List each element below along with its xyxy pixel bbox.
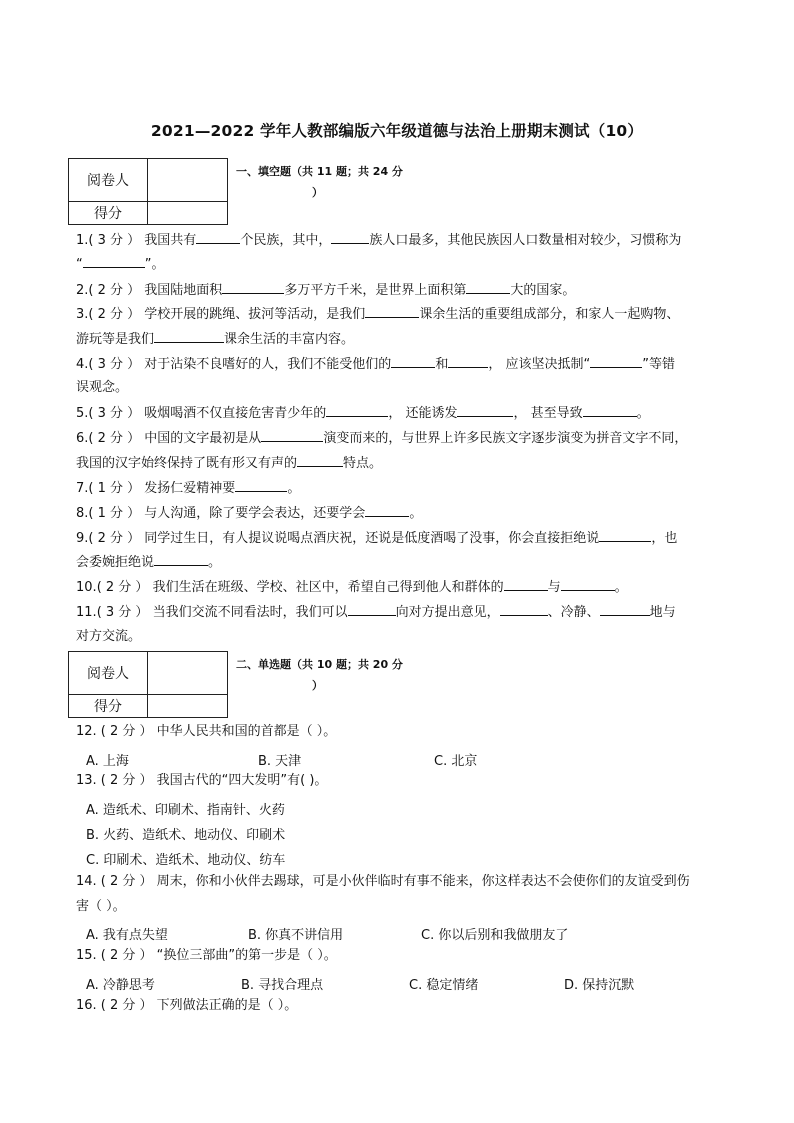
answer-blank: [261, 428, 323, 442]
score-label: 得分: [69, 202, 148, 225]
question-6: 6.( 2 分 ） 中国的文字最初是从 演变而来的，与世界上许多民族文字逐步演变为拼音文字不同，: [76, 428, 687, 449]
answer-blank: [154, 329, 224, 343]
question-2: 2.( 2 分 ） 我国陆地面积 多万平方千米，是世界上面积第 大的国家。: [76, 280, 575, 301]
reviewer-label: 阅卷人: [69, 159, 148, 202]
answer-blank: [583, 403, 637, 417]
answer-blank: [504, 577, 548, 591]
question-7: 7.( 1 分 ） 发扬仁爱精神要 。: [76, 478, 300, 499]
score-cell: [148, 695, 228, 718]
answer-blank: [365, 304, 419, 318]
question-10: 10.( 2 分 ） 我们生活在班级、学校、社区中，希望自己得到他人和群体的 与 。: [76, 577, 628, 598]
answer-blank: [391, 354, 435, 368]
option-c: C. 你以后别和我做朋友了: [421, 928, 569, 943]
question-16: 16. ( 2 分 ） 下列做法正确的是（ ）。: [76, 998, 298, 1013]
section-heading-fill: 一、填空题（共 11 题；共 24 分: [236, 165, 403, 178]
reviewer-cell: [148, 652, 228, 695]
question-4-cont: 误观念。: [76, 380, 129, 395]
answer-blank: [457, 403, 513, 417]
section-heading-choice-end: ）: [312, 679, 323, 692]
answer-blank: [448, 354, 488, 368]
question-3: 3.( 2 分 ） 学校开展的跳绳、拔河等活动，是我们 课余生活的重要组成部分，和家人一起购物、: [76, 304, 679, 325]
answer-blank: [600, 602, 650, 616]
reviewer-cell: [148, 159, 228, 202]
question-1: 1.( 3 分 ） 我国共有 个民族，其中， 族人口最多，其他民族因人口数量相对较少，习惯称为: [76, 230, 681, 251]
answer-blank: [196, 230, 240, 244]
score-cell: [148, 202, 228, 225]
option-b: B. 天津: [258, 754, 302, 769]
option-b: B. 火药、造纸术、地动仪、印刷术: [86, 828, 286, 843]
question-15: 15. ( 2 分 ） “换位三部曲”的第一步是（ ）。: [76, 948, 337, 963]
option-c: C. 稳定情绪: [409, 978, 479, 993]
question-3-cont: 游玩等是我们 课余生活的丰富内容。: [76, 329, 354, 350]
answer-blank: [365, 503, 409, 517]
question-8: 8.( 1 分 ） 与人沟通，除了要学会表达，还要学会 。: [76, 503, 422, 524]
section-heading-choice: 二、单选题（共 10 题；共 20 分: [236, 658, 403, 671]
section-heading-fill-end: ）: [312, 186, 323, 199]
question-5: 5.( 3 分 ） 吸烟喝酒不仅直接危害青少年的 ， 还能诱发 ， 甚至导致 。: [76, 403, 650, 424]
question-6-cont: 我国的汉字始终保持了既有形又有声的 特点。: [76, 453, 382, 474]
answer-blank: [331, 230, 369, 244]
answer-blank: [561, 577, 615, 591]
answer-blank: [83, 254, 145, 268]
question-12: 12. ( 2 分 ） 中华人民共和国的首都是（ ）。: [76, 724, 337, 739]
option-a: A. 冷静思考: [86, 978, 155, 993]
answer-blank: [326, 403, 388, 417]
option-a: A. 造纸术、印刷术、指南针、火药: [86, 803, 285, 818]
answer-blank: [222, 280, 284, 294]
answer-blank: [348, 602, 396, 616]
option-c: C. 北京: [434, 754, 478, 769]
answer-blank: [466, 280, 510, 294]
answer-blank: [590, 354, 642, 368]
answer-blank: [599, 528, 651, 542]
question-1-cont: “ ”。: [76, 254, 165, 275]
question-11: 11.( 3 分 ） 当我们交流不同看法时，我们可以 向对方提出意见， 、冷静、 地与: [76, 602, 676, 623]
question-11-cont: 对方交流。: [76, 629, 142, 644]
option-c: C. 印刷术、造纸术、地动仪、纺车: [86, 853, 286, 868]
score-label: 得分: [69, 695, 148, 718]
question-9: 9.( 2 分 ） 同学过生日，有人提议说喝点酒庆祝，还说是低度酒喝了没事，你会直接拒绝说 ，也: [76, 528, 677, 549]
answer-blank: [297, 453, 343, 467]
option-b: B. 寻找合理点: [241, 978, 324, 993]
question-14-cont: 害（ ）。: [76, 899, 126, 914]
score-box: [68, 158, 228, 225]
score-box: [68, 651, 228, 718]
question-13: 13. ( 2 分 ） 我国古代的“四大发明”有( )。: [76, 773, 328, 788]
answer-blank: [235, 478, 287, 492]
question-9-cont: 会委婉拒绝说 。: [76, 552, 221, 573]
answer-blank: [154, 552, 208, 566]
question-14: 14. ( 2 分 ） 周末，你和小伙伴去踢球，可是小伙伴临时有事不能来，你这样表达不会使你们的友谊受到伤: [76, 874, 690, 889]
option-a: A. 上海: [86, 754, 129, 769]
option-b: B. 你真不讲信用: [248, 928, 344, 943]
reviewer-label: 阅卷人: [69, 652, 148, 695]
page-title: 2021—2022 学年人教部编版六年级道德与法治上册期末测试（10）: [150, 122, 644, 140]
answer-blank: [500, 602, 548, 616]
question-4: 4.( 3 分 ） 对于沾染不良嗜好的人，我们不能受他们的 和 ， 应该坚决抵制“ ”等错: [76, 354, 675, 375]
option-a: A. 我有点失望: [86, 928, 168, 943]
option-d: D. 保持沉默: [564, 978, 635, 993]
